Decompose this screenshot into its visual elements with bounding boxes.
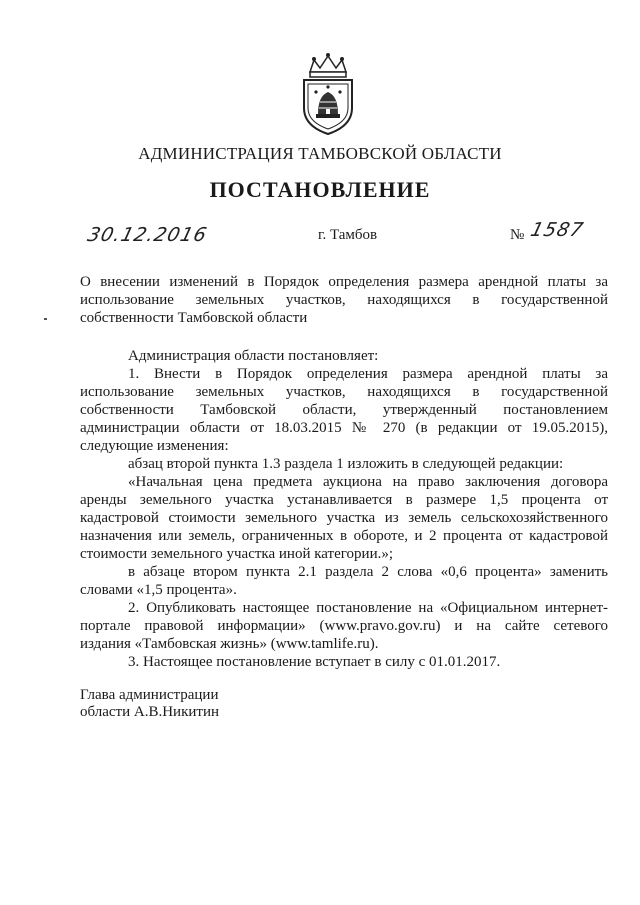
- number-label: №: [510, 227, 525, 243]
- subject-line: использование земельных участков, находящихся в государственной: [80, 292, 608, 308]
- subject-line: О внесении изменений в Порядок определения размера арендной платы за: [80, 274, 608, 290]
- body-line: следующие изменения:: [80, 438, 229, 454]
- body-line: назначения или земель, ограниченных в обороте, и 2 процента от кадастровой: [80, 528, 608, 544]
- body-line: кадастровой стоимости земельного участка из земель сельскохозяйственного: [80, 510, 608, 526]
- organization-name: АДМИНИСТРАЦИЯ ТАМБОВСКОЙ ОБЛАСТИ: [138, 144, 502, 163]
- body-line: Администрация области постановляет:: [128, 348, 379, 364]
- signature-title: Глава администрации: [80, 687, 219, 703]
- body-line: использование земельных участков, находящихся в государственной: [80, 384, 608, 400]
- body-line: стоимости земельного участка иной категории.»;: [80, 546, 394, 562]
- handwritten-date: 30.12.2016: [85, 224, 210, 246]
- signature-name: области А.В.Никитин: [80, 704, 220, 720]
- body-line: 2. Опубликовать настоящее постановление на «Официальном интернет-: [128, 600, 608, 616]
- body-line: издания «Тамбовская жизнь» (www.tamlife.ru).: [80, 636, 379, 652]
- signature-block: [80, 687, 219, 721]
- handwritten-number: 1587: [528, 219, 587, 241]
- subject: [80, 273, 608, 327]
- body-line: 3. Настоящее постановление вступает в силу с 01.01.2017.: [128, 654, 501, 670]
- body-line: абзац второй пункта 1.3 раздела 1 изложить в следующей редакции:: [128, 456, 564, 472]
- body-line: словами «1,5 процента».: [80, 582, 237, 598]
- body-line: собственности Тамбовской области, утвержденный постановлением: [80, 402, 608, 418]
- body-line: «Начальная цена предмета аукциона на право заключения договора: [128, 474, 608, 490]
- document-body: [80, 347, 608, 671]
- body-line: в абзаце втором пункта 2.1 раздела 2 слова «0,6 процента» заменить: [128, 564, 608, 580]
- city: г. Тамбов: [318, 227, 378, 243]
- scan-speck: [44, 318, 47, 320]
- tambov-coat-of-arms-icon: [296, 52, 360, 136]
- body-line: 1. Внести в Порядок определения размера арендной платы за: [128, 366, 608, 382]
- body-line: аренды земельного участка устанавливается в размере 1,5 процента от: [80, 492, 608, 508]
- subject-line: собственности Тамбовской области: [80, 310, 308, 326]
- body-line: портале правовой информации» (www.pravo.gov.ru) и на сайте сетевого: [80, 618, 608, 634]
- document-type: ПОСТАНОВЛЕНИЕ: [209, 177, 431, 202]
- body-line: администрации области от 18.03.2015 № 270 (в редакции от 19.05.2015),: [80, 420, 608, 436]
